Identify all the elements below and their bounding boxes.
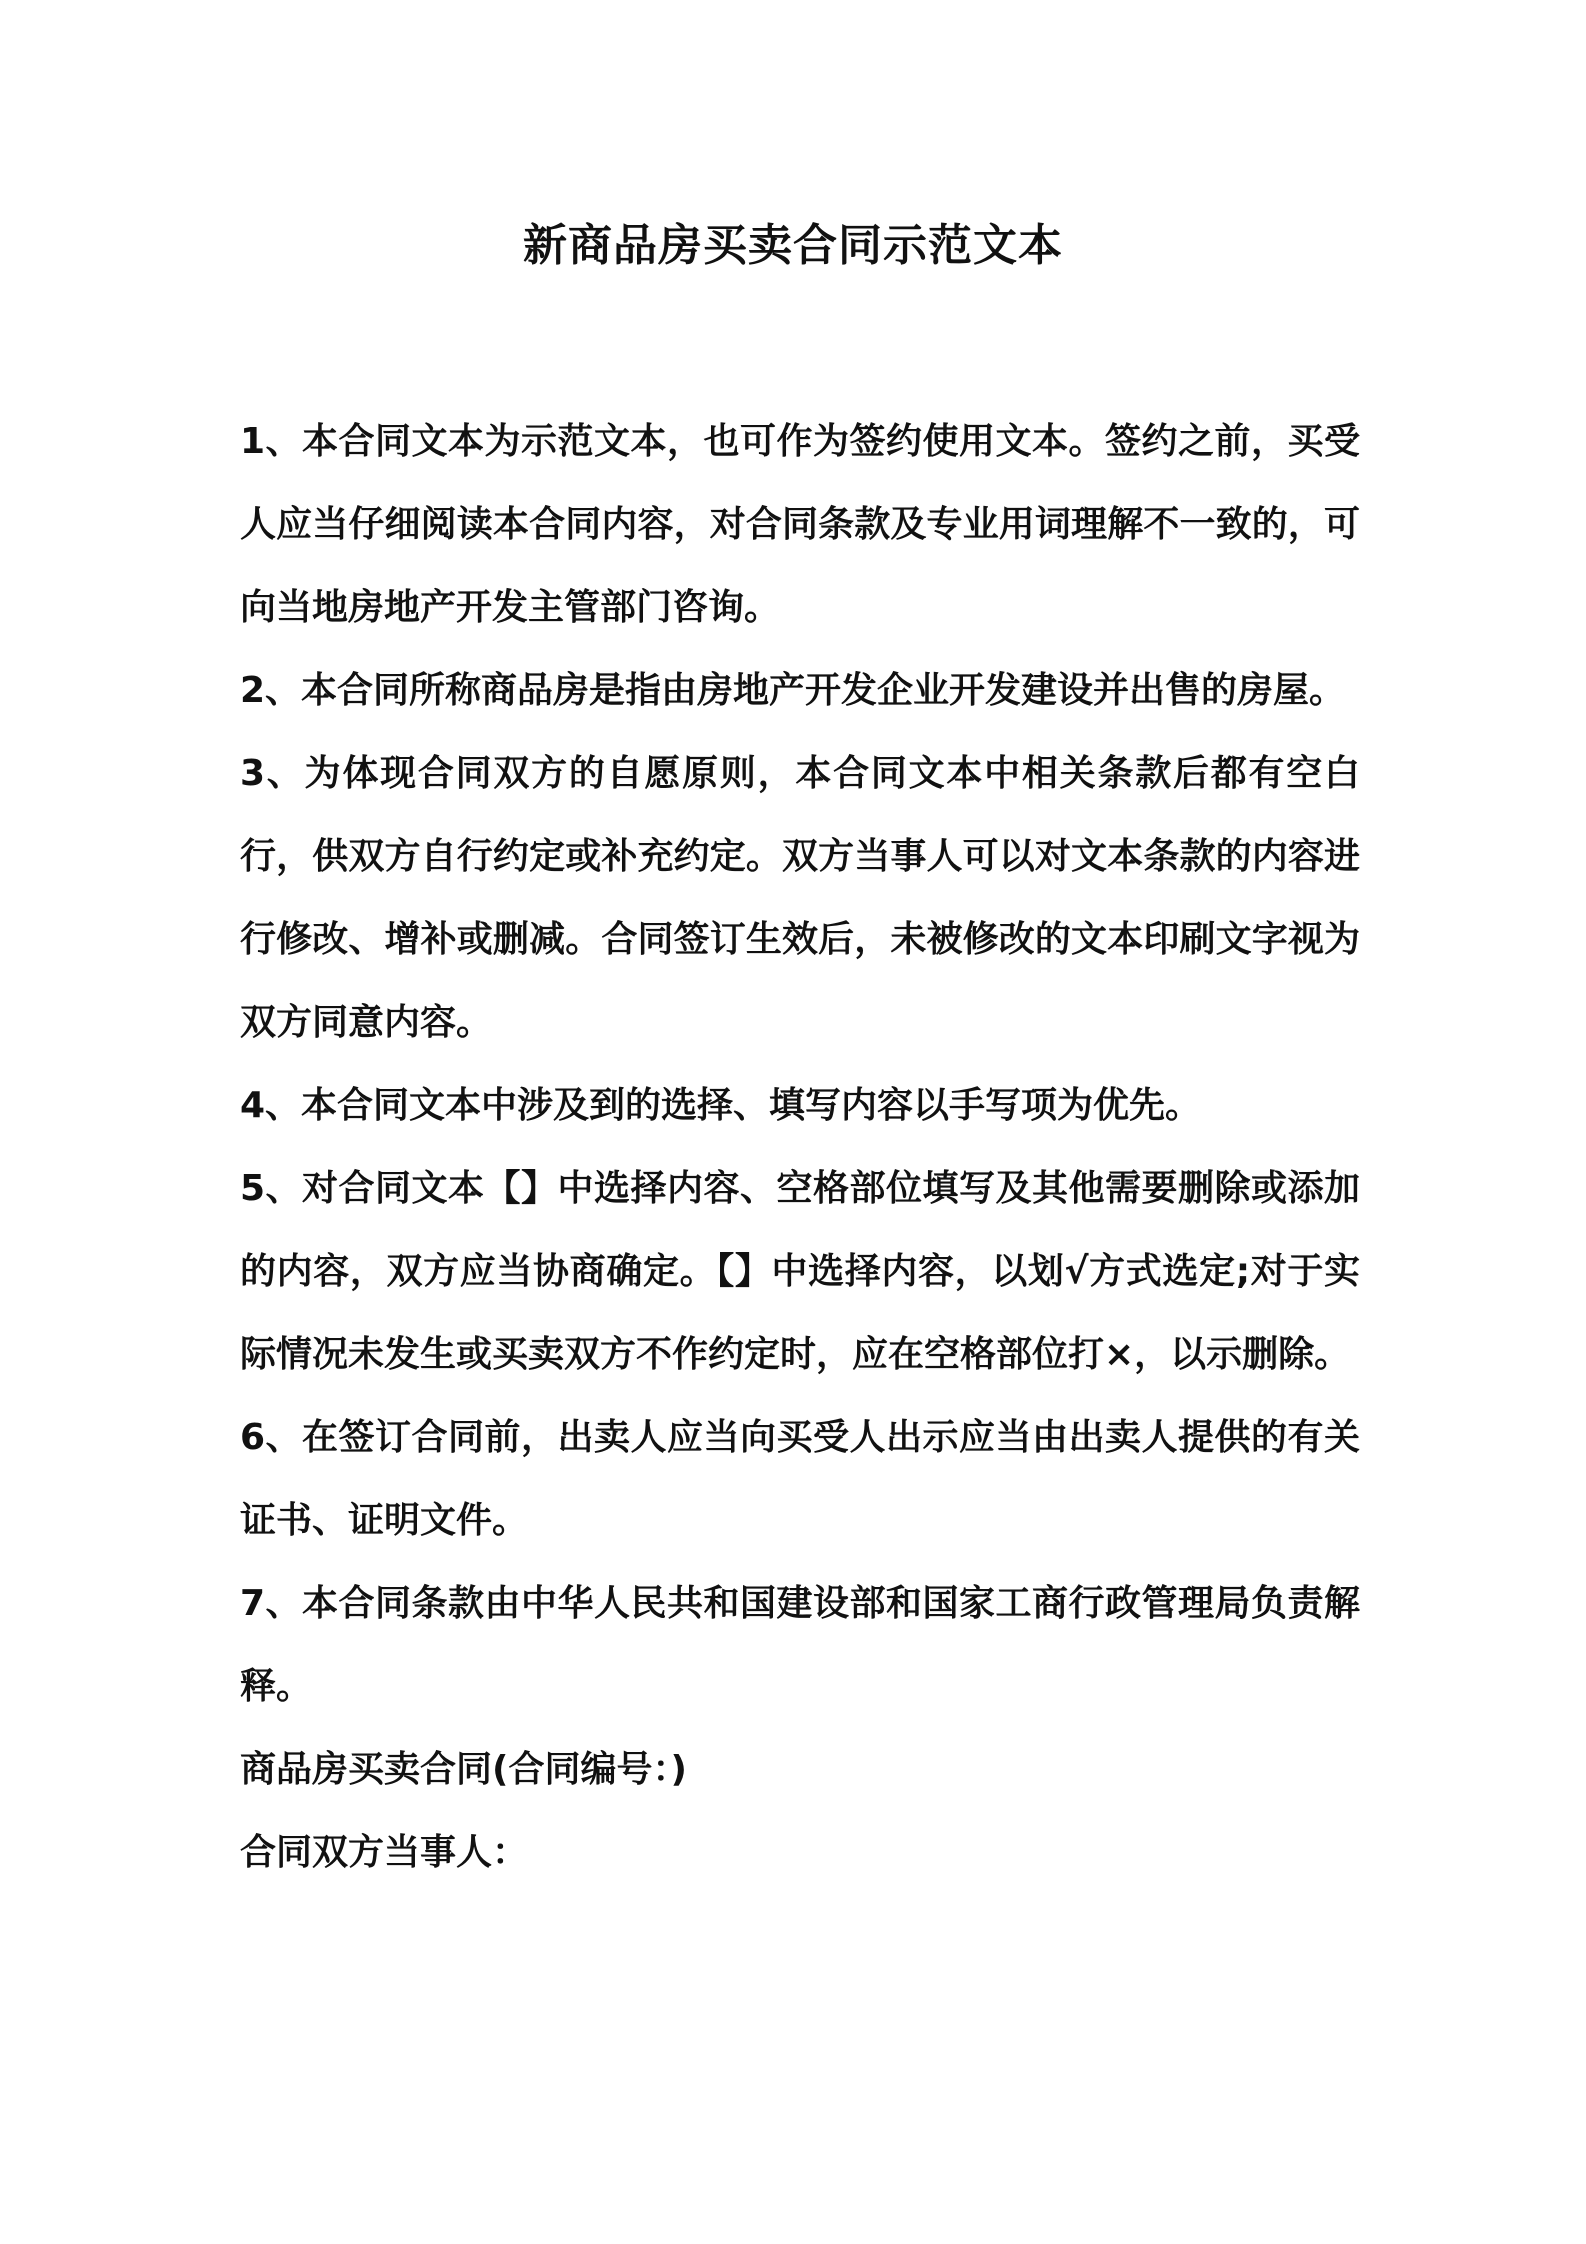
paragraph-6: 6、在签订合同前，出卖人应当向买受人出示应当由出卖人提供的有关证书、证明文件。 <box>240 1417 1360 1541</box>
contract-number-line: 商品房买卖合同(合同编号：) <box>240 1749 687 1790</box>
parties-line: 合同双方当事人： <box>240 1832 529 1873</box>
paragraph-1: 1、本合同文本为示范文本，也可作为签约使用文本。签约之前，买受人应当仔细阅读本合同内容，对合同条款及专业用词理解不一致的，可向当地房地产开发主管部门咨询。 <box>240 421 1360 628</box>
paragraph-5: 5、对合同文本【】中选择内容、空格部位填写及其他需要删除或添加的内容，双方应当协商确定。【】中选择内容，以划√方式选定;对于实际情况未发生或买卖双方不作约定时，应在空格部位打×，以示删除。 <box>240 1168 1360 1375</box>
paragraph-3: 3、为体现合同双方的自愿原则，本合同文本中相关条款后都有空白行，供双方自行约定或补充约定。双方当事人可以对文本条款的内容进行修改、增补或删减。合同签订生效后，未被修改的文本印刷文字视为双方同意内容。 <box>240 753 1360 1043</box>
paragraph-2: 2、本合同所称商品房是指由房地产开发企业开发建设并出售的房屋。 <box>240 670 1346 711</box>
document-title: 新商品房买卖合同示范文本 <box>523 220 1063 271</box>
paragraph-7: 7、本合同条款由中华人民共和国建设部和国家工商行政管理局负责解释。 <box>240 1583 1360 1707</box>
paragraph-4: 4、本合同文本中涉及到的选择、填写内容以手写项为优先。 <box>240 1085 1202 1126</box>
document-body <box>240 400 1360 1894</box>
